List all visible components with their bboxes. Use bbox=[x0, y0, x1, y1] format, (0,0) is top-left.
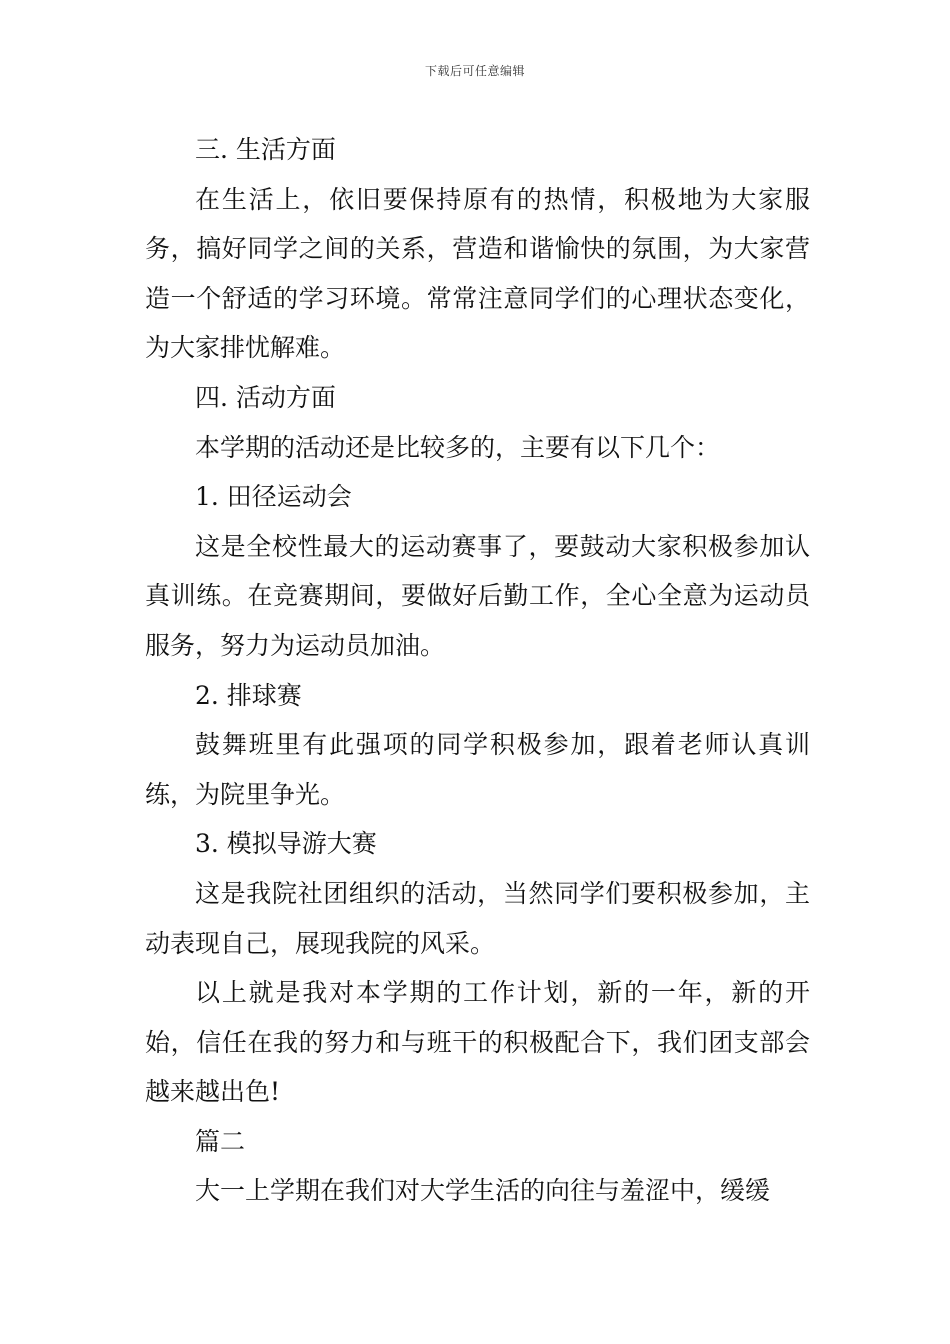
paragraph-activities-intro: 本学期的活动还是比较多的，主要有以下几个： bbox=[195, 432, 721, 462]
list-heading-track-meet: 1. 田径运动会 bbox=[195, 482, 352, 512]
section-heading-part-two: 篇二 bbox=[195, 1126, 246, 1156]
list-heading-volleyball: 2. 排球赛 bbox=[195, 680, 302, 710]
page-header: 下载后可任意编辑 bbox=[424, 64, 525, 78]
list-heading-tour-guide: 3. 模拟导游大赛 bbox=[195, 829, 377, 859]
paragraph-volleyball: 鼓舞班里有此强项的同学积极参加，跟着老师认真训练，为院里争光。 bbox=[145, 730, 810, 809]
paragraph-part-two-start: 大一上学期在我们对大学生活的向往与羞涩中，缓缓 bbox=[195, 1176, 771, 1206]
paragraph-conclusion: 以上就是我对本学期的工作计划，新的一年，新的开始，信任在我的努力和与班干的积极配合下，我们团支部会越来越出色! bbox=[145, 978, 810, 1107]
paragraph-tour-guide: 这是我院社团组织的活动，当然同学们要积极参加，主动表现自己，展现我院的风采。 bbox=[145, 878, 810, 958]
section-heading-activities: 四. 活动方面 bbox=[195, 382, 336, 412]
paragraph-life: 在生活上，依旧要保持原有的热情，积极地为大家服务，搞好同学之间的关系，营造和谐愉快的氛围，为大家营造一个舒适的学习环境。常常注意同学们的心理状态变化，为大家排忧解难。 bbox=[145, 184, 810, 363]
paragraph-track-meet: 这是全校性最大的运动赛事了，要鼓动大家积极参加认真训练。在竞赛期间，要做好后勤工作，全心全意为运动员服务，努力为运动员加油。 bbox=[145, 531, 810, 660]
document-body bbox=[145, 125, 810, 1216]
section-heading-life: 三. 生活方面 bbox=[195, 135, 336, 164]
